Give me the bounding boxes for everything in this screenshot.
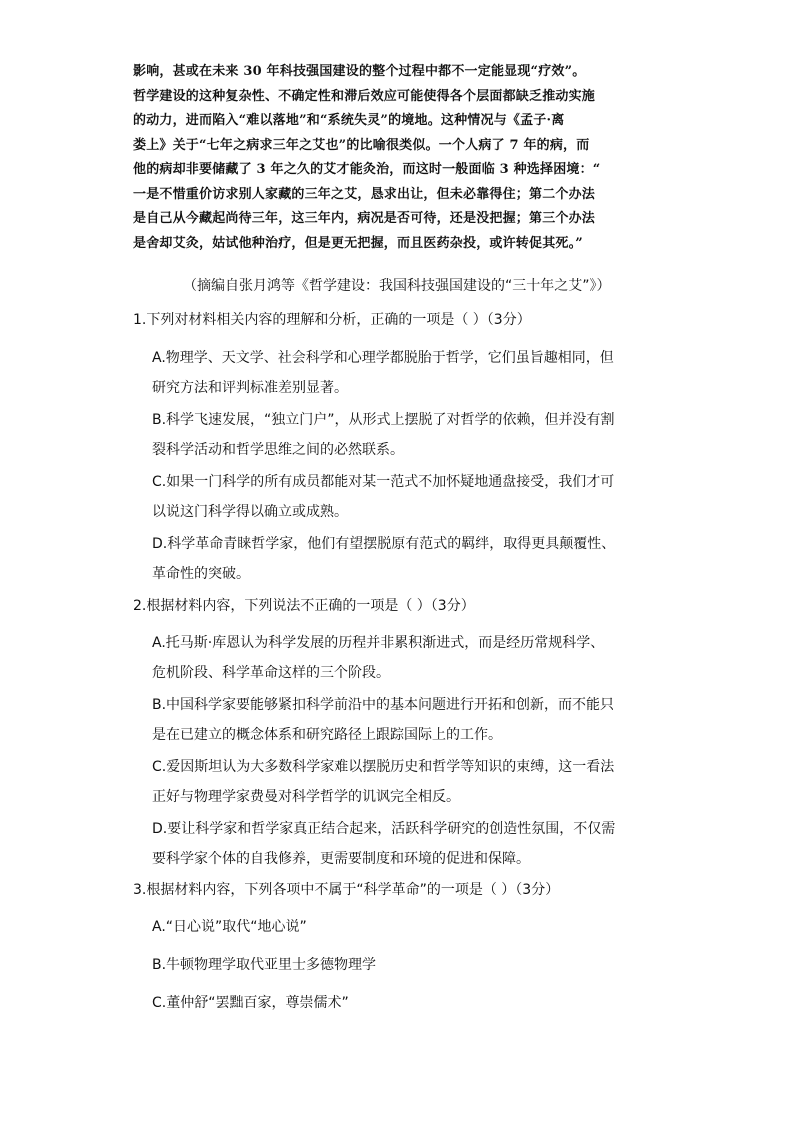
passage-line: 的动力，进而陷入“难以落地”和“系统失灵”的境地。这种情况与《孟子·离 bbox=[133, 113, 565, 128]
option-2c: C.爱因斯坦认为大多数科学家难以摆脱历史和哲学等知识的束缚，这一看法 正好与物理学家费曼对科学哲学的讥讽完全相反。 bbox=[152, 759, 615, 805]
option-1d: D.科学革命青睐哲学家，他们有望摆脱原有范式的羁绊，取得更具颠覆性、 革命性的突破。 bbox=[152, 536, 616, 582]
reading-passage bbox=[133, 60, 673, 256]
option-1a: A.物理学、天文学、社会科学和心理学都脱胎于哲学，它们虽旨趣相同，但 研究方法和评判标准差别显著。 bbox=[152, 350, 614, 396]
option-3a: A.“日心说”取代“地心说” bbox=[152, 919, 307, 935]
passage-line: 是舍却艾灸，姑试他种治疗，但是更无把握，而且医药杂投，或许转促其死。” bbox=[133, 235, 583, 251]
question-stem: 3.根据材料内容，下列各项中不属于“科学革命”的一项是（ ）（3分） bbox=[133, 882, 560, 898]
passage-line: 是自己从今藏起尚待三年，这三年内，病况是否可待，还是没把握；第三个办法 bbox=[133, 211, 596, 226]
question-3 bbox=[133, 880, 683, 900]
question-1 bbox=[133, 310, 683, 330]
question-2 bbox=[133, 596, 683, 616]
option-2b: B.中国科学家要能够紧扣科学前沿中的基本问题进行开拓和创新，而不能只 是在已建立的概念体系和研究路径上跟踪国际上的工作。 bbox=[152, 697, 615, 743]
passage-line: 影响，甚或在未来 30 年科技强国建设的整个过程中都不一定能显现“疗效”。 bbox=[133, 64, 586, 79]
question-stem: 2.根据材料内容，下列说法不正确的一项是（ ）（3分） bbox=[133, 598, 475, 614]
passage-line: 一是不惜重价访求别人家藏的三年之艾，恳求出让，但未必靠得住；第二个办法 bbox=[133, 186, 596, 202]
option-1b: B.科学飞速发展，“独立门户”，从形式上摆脱了对哲学的依赖，但并没有割 裂科学活动和哲学思维之间的必然联系。 bbox=[152, 412, 615, 458]
source-citation: （摘编自张月鸿等《哲学建设：我国科技强国建设的“三十年之艾”》） bbox=[183, 278, 611, 294]
option-1c: C.如果一门科学的所有成员都能对某一范式不加怀疑地通盘接受，我们才可 以说这门科学得以确立或成熟。 bbox=[152, 474, 615, 520]
option-3b: B.牛顿物理学取代亚里士多德物理学 bbox=[152, 957, 377, 973]
passage-line: 娄上》关于“七年之病求三年之艾也”的比喻很类似。一个人病了 7 年的病，而 bbox=[133, 137, 590, 153]
passage-line: 他的病却非要储藏了 3 年之久的艾才能灸治，而这时一般面临 3 种选择困境：“ bbox=[133, 162, 601, 177]
passage-line: 哲学建设的这种复杂性、不确定性和滞后效应可能使得各个层面都缺乏推动实施 bbox=[133, 88, 596, 104]
option-2d: D.要让科学家和哲学家真正结合起来，活跃科学研究的创造性氛围，不仅需 要科学家个体的自我修养，更需要制度和环境的促进和保障。 bbox=[152, 821, 616, 867]
option-3c: C.董仲舒“罢黜百家，尊崇儒术” bbox=[152, 995, 349, 1011]
option-2a: A.托马斯·库恩认为科学发展的历程并非累积渐进式，而是经历常规科学、 危机阶段、科学革命这样的三个阶段。 bbox=[152, 635, 605, 681]
question-stem: 1.下列对材料相关内容的理解和分析，正确的一项是（ ）（3分） bbox=[133, 312, 531, 328]
